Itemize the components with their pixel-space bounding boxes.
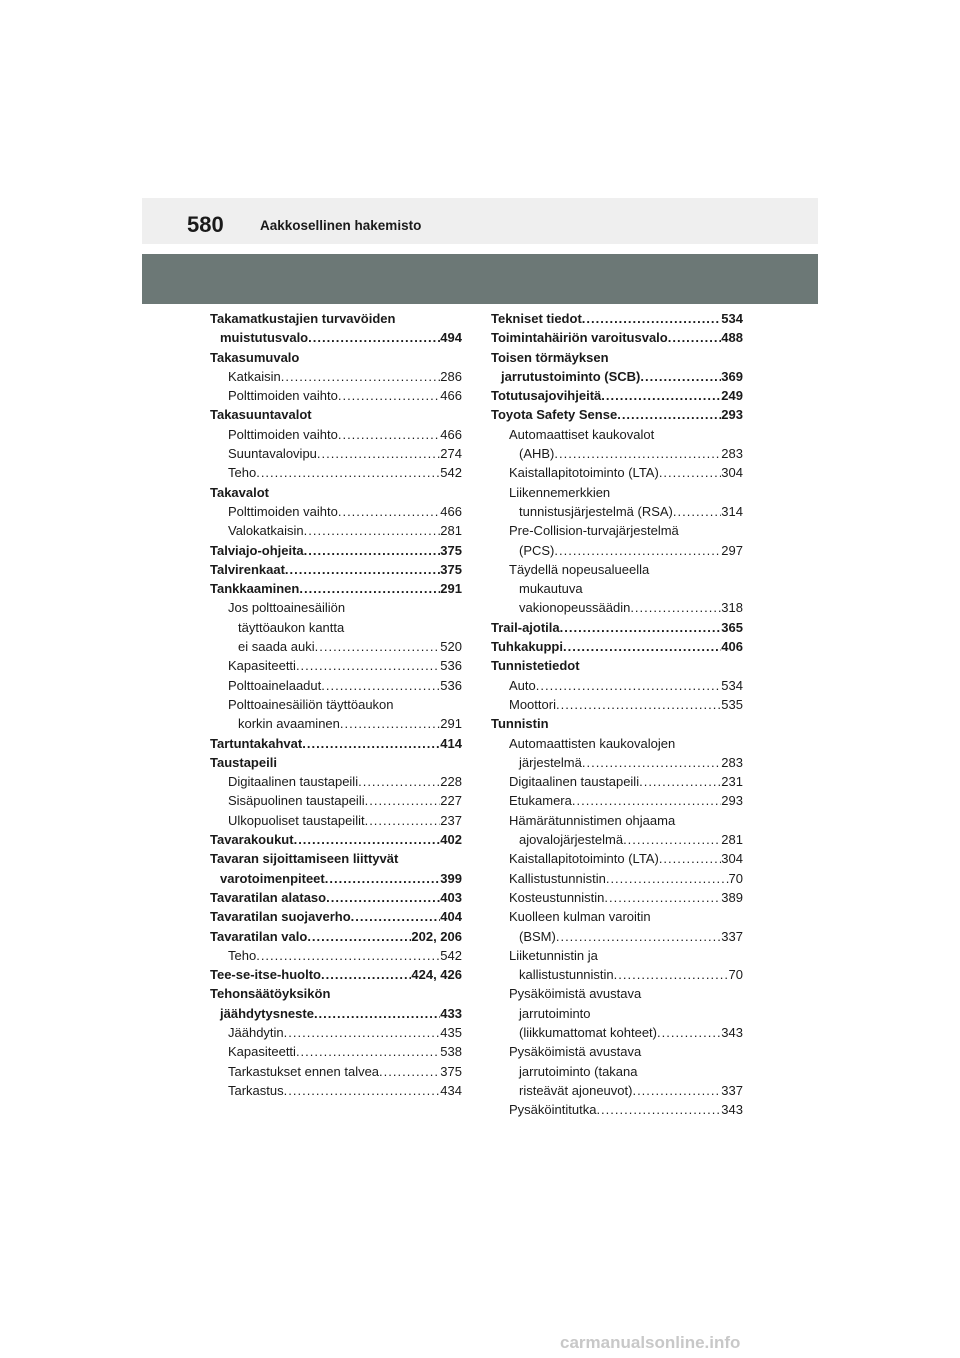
index-term: Tankkaaminen xyxy=(210,581,300,597)
index-entry xyxy=(210,1081,462,1100)
index-term: mukautuva xyxy=(519,581,583,597)
index-entry xyxy=(491,714,743,733)
page-reference: 466 xyxy=(440,503,462,519)
index-term: Tarkastukset ennen talvea xyxy=(228,1063,380,1079)
index-term: ei saada auki xyxy=(238,639,315,655)
index-term: Taustapeili xyxy=(210,754,277,770)
page-reference: 535 xyxy=(721,696,743,712)
page-reference: 237 xyxy=(440,812,462,828)
index-entry xyxy=(491,560,743,579)
index-term: Polttimoiden vaihto xyxy=(228,388,338,404)
index-entry xyxy=(491,444,743,463)
index-term: Kapasiteetti xyxy=(228,1044,296,1060)
index-term: kallistustunnistin xyxy=(519,967,614,983)
index-term: Digitaalinen taustapeili xyxy=(509,774,640,790)
index-term: Polttoainesäiliön täyttöaukon xyxy=(228,696,394,712)
dot-leader xyxy=(304,521,441,540)
index-entry xyxy=(210,791,462,810)
index-term: Totutusajovihjeitä xyxy=(491,388,602,404)
index-entry xyxy=(210,598,462,617)
dot-leader xyxy=(556,927,721,946)
index-entry xyxy=(210,405,462,424)
index-term: varotoimenpiteet xyxy=(220,870,325,886)
index-entry xyxy=(491,907,743,926)
page-number: 580 xyxy=(187,212,224,237)
page-reference: 227 xyxy=(440,793,462,809)
index-term: Polttimoiden vaihto xyxy=(228,426,338,442)
section-title: Aakkosellinen hakemisto xyxy=(260,218,422,233)
index-term: Trail-ajotila xyxy=(491,619,560,635)
page-reference: 337 xyxy=(721,928,743,944)
index-term: Tavaran sijoittamiseen liittyvät xyxy=(210,851,399,867)
index-term: Pre-Collision-turvajärjestelmä xyxy=(509,523,679,539)
dot-leader xyxy=(294,830,441,849)
index-entry xyxy=(491,656,743,675)
index-entry xyxy=(491,1062,743,1081)
page-reference: 291 xyxy=(440,716,462,732)
index-term: Tavaratilan valo xyxy=(210,928,308,944)
index-entry xyxy=(491,888,743,907)
index-entry xyxy=(491,1100,743,1119)
index-entry xyxy=(491,927,743,946)
index-entry xyxy=(210,676,462,695)
index-entry xyxy=(210,348,462,367)
index-entry xyxy=(210,907,462,926)
page-reference: 365 xyxy=(721,619,743,635)
page-reference: 343 xyxy=(721,1102,743,1118)
index-term: Täydellä nopeusalueella xyxy=(509,561,650,577)
index-term: Tavarakoukut xyxy=(210,832,294,848)
index-entry xyxy=(210,541,462,560)
page-reference: 375 xyxy=(440,561,462,577)
dot-leader xyxy=(304,541,441,560)
page-reference: 434 xyxy=(440,1082,462,1098)
index-term: Valokatkaisin xyxy=(228,523,304,539)
page-reference: 389 xyxy=(721,889,743,905)
index-term: Digitaalinen taustapeili xyxy=(228,774,359,790)
index-entry xyxy=(210,618,462,637)
index-entry xyxy=(491,695,743,714)
page-reference: 281 xyxy=(721,832,743,848)
index-term: korkin avaaminen xyxy=(238,716,340,732)
index-entry xyxy=(210,1042,462,1061)
index-entry xyxy=(491,965,743,984)
index-term: Automaattisten kaukovalojen xyxy=(509,735,676,751)
index-entry xyxy=(491,1004,743,1023)
index-term: Takamatkustajien turvavöiden xyxy=(210,311,396,326)
page-reference: 534 xyxy=(721,311,743,326)
index-entry xyxy=(210,444,462,463)
page-reference: 536 xyxy=(440,677,462,693)
dot-leader xyxy=(668,328,722,347)
dot-leader xyxy=(556,695,721,714)
index-entry xyxy=(210,927,462,946)
page-reference: 283 xyxy=(721,446,743,462)
index-entry xyxy=(491,791,743,810)
index-entry xyxy=(491,405,743,424)
dot-leader xyxy=(604,888,721,907)
index-term: jarrutoiminto xyxy=(519,1005,591,1021)
dot-leader xyxy=(659,849,721,868)
index-term: Jos polttoainesäiliön xyxy=(228,600,346,616)
page-reference: 433 xyxy=(440,1005,462,1021)
dot-leader xyxy=(554,541,721,560)
page-reference: 538 xyxy=(440,1044,462,1060)
index-entry xyxy=(210,811,462,830)
index-entry xyxy=(210,386,462,405)
dot-leader xyxy=(358,772,440,791)
dot-leader xyxy=(659,463,721,482)
page-reference: 286 xyxy=(440,368,462,384)
index-entry xyxy=(210,328,462,347)
dot-leader xyxy=(307,927,411,946)
index-term: Takavalot xyxy=(210,484,270,500)
index-term: jarrutustoiminto (SCB) xyxy=(501,368,641,384)
index-entry xyxy=(210,753,462,772)
dot-leader xyxy=(338,502,440,521)
index-entry xyxy=(210,1023,462,1042)
index-term: Takasumuvalo xyxy=(210,349,300,365)
index-entry xyxy=(491,502,743,521)
index-entry xyxy=(491,734,743,753)
index-entry xyxy=(491,367,743,386)
index-entry xyxy=(491,1081,743,1100)
index-entry xyxy=(210,772,462,791)
page-reference: 70 xyxy=(728,967,743,983)
dot-leader xyxy=(365,811,441,830)
index-term: järjestelmä xyxy=(519,754,582,770)
page-reference: 404 xyxy=(440,909,462,925)
index-entry xyxy=(210,734,462,753)
index-term: Pysäköintitutka xyxy=(509,1102,597,1118)
dot-leader xyxy=(640,367,721,386)
index-entry xyxy=(491,869,743,888)
index-entry xyxy=(491,984,743,1003)
dot-leader xyxy=(554,444,721,463)
dot-leader xyxy=(315,637,441,656)
index-entry xyxy=(210,984,462,1003)
dot-leader xyxy=(657,1023,721,1042)
index-entry xyxy=(210,656,462,675)
watermark: carmanualsonline.info xyxy=(560,1333,741,1352)
index-term: Pysäköimistä avustava xyxy=(509,1044,642,1060)
index-term: täyttöaukon kantta xyxy=(238,619,345,635)
index-term: Toyota Safety Sense xyxy=(491,407,618,423)
index-term: Tarkastus xyxy=(228,1082,284,1098)
index-term: Tehonsäätöyksikön xyxy=(210,986,331,1002)
index-entry xyxy=(210,695,462,714)
page-reference: 466 xyxy=(440,388,462,404)
index-term: Takasuuntavalot xyxy=(210,407,312,423)
page-reference: 291 xyxy=(440,581,462,597)
page-reference: 414 xyxy=(440,735,462,751)
dot-leader xyxy=(321,676,440,695)
page-reference: 314 xyxy=(721,503,743,519)
index-term: Etukamera xyxy=(509,793,572,809)
index-term: Jäähdytin xyxy=(228,1024,284,1040)
page-reference: 228 xyxy=(440,774,462,790)
index-column-right xyxy=(491,309,743,1119)
index-term: Tavaratilan suojaverho xyxy=(210,909,351,925)
index-term: vakionopeussäädin xyxy=(519,600,631,616)
index-term: Automaattiset kaukovalot xyxy=(509,426,655,442)
index-term: Pysäköimistä avustava xyxy=(509,986,642,1002)
dot-leader xyxy=(582,309,722,328)
index-entry xyxy=(210,1062,462,1081)
index-entry xyxy=(210,888,462,907)
dot-leader xyxy=(325,869,441,888)
index-term: ajovalojärjestelmä xyxy=(519,832,624,848)
index-term: Tuhkakuppi xyxy=(491,639,563,655)
page-reference: 375 xyxy=(440,1063,462,1079)
index-term: Tunnistetiedot xyxy=(491,658,580,674)
index-term: Kosteustunnistin xyxy=(509,889,605,905)
index-entry xyxy=(491,1023,743,1042)
page-reference: 293 xyxy=(721,793,743,809)
index-entry xyxy=(210,463,462,482)
dot-leader xyxy=(379,1062,440,1081)
dot-leader xyxy=(338,425,440,444)
index-term: Polttimoiden vaihto xyxy=(228,503,338,519)
index-term: Hämärätunnistimen ohjaama xyxy=(509,812,676,828)
index-entry xyxy=(491,1042,743,1061)
index-term: Liikennemerkkien xyxy=(509,484,611,500)
dot-leader xyxy=(296,1042,440,1061)
index-term: Tekniset tiedot xyxy=(491,311,582,326)
index-entry xyxy=(491,618,743,637)
index-entry xyxy=(210,560,462,579)
index-entry xyxy=(210,309,462,328)
index-term: Teho xyxy=(228,465,257,481)
page-reference: 369 xyxy=(721,368,743,384)
dot-leader xyxy=(284,1023,441,1042)
index-entry xyxy=(491,541,743,560)
dot-leader xyxy=(601,386,721,405)
index-term: Tunnistin xyxy=(491,716,549,732)
page-reference: 202, 206 xyxy=(411,928,462,944)
dot-leader xyxy=(536,676,722,695)
index-entry xyxy=(210,483,462,502)
index-term: Kaistallapitotoiminto (LTA) xyxy=(509,851,659,867)
page-reference: 403 xyxy=(440,889,462,905)
index-entry xyxy=(210,946,462,965)
index-entry xyxy=(491,811,743,830)
index-entry xyxy=(491,309,743,328)
page-reference: 466 xyxy=(440,426,462,442)
dot-leader xyxy=(340,714,440,733)
page-reference: 542 xyxy=(440,465,462,481)
index-entry xyxy=(491,483,743,502)
index-term: Toisen törmäyksen xyxy=(491,349,609,365)
index-term: tunnistusjärjestelmä (RSA) xyxy=(519,503,673,519)
index-entry xyxy=(210,1004,462,1023)
page-reference: 70 xyxy=(728,870,743,886)
index-term: Toimintahäiriön varoitusvalo xyxy=(491,330,668,346)
index-term: Talviajo-ohjeita xyxy=(210,542,304,558)
index-entry xyxy=(210,849,462,868)
dot-leader xyxy=(365,791,441,810)
index-entry xyxy=(491,637,743,656)
index-term: Kaistallapitotoiminto (LTA) xyxy=(509,465,659,481)
index-entry xyxy=(491,598,743,617)
page-reference: 293 xyxy=(721,407,743,423)
index-term: Polttoainelaadut xyxy=(228,677,322,693)
page-reference: 542 xyxy=(440,947,462,963)
index-entry xyxy=(491,849,743,868)
index-term: Auto xyxy=(509,677,536,693)
page-reference: 375 xyxy=(440,542,462,558)
index-entry xyxy=(491,386,743,405)
dot-leader xyxy=(623,830,721,849)
index-term: Teho xyxy=(228,947,257,963)
dot-leader xyxy=(632,1081,721,1100)
dot-leader xyxy=(596,1100,721,1119)
dot-leader xyxy=(673,502,721,521)
page-reference: 304 xyxy=(721,851,743,867)
page-reference: 297 xyxy=(721,542,743,558)
page-reference: 488 xyxy=(721,330,743,346)
index-entry xyxy=(491,463,743,482)
header-bar xyxy=(142,198,818,244)
index-entry xyxy=(210,637,462,656)
index-term: Kallistustunnistin xyxy=(509,870,606,886)
page-reference: 274 xyxy=(440,446,462,462)
index-term: Tartuntakahvat xyxy=(210,735,303,751)
index-term: Sisäpuolinen taustapeili xyxy=(228,793,365,809)
index-entry xyxy=(210,965,462,984)
page-reference: 536 xyxy=(440,658,462,674)
index-entry xyxy=(491,521,743,540)
index-term: muistutusvalo xyxy=(220,330,309,346)
dot-leader xyxy=(256,463,440,482)
index-entry xyxy=(491,676,743,695)
index-entry xyxy=(210,425,462,444)
index-term: Kapasiteetti xyxy=(228,658,296,674)
index-term: jarrutoiminto (takana xyxy=(519,1063,638,1079)
page-reference: 435 xyxy=(440,1024,462,1040)
dot-leader xyxy=(256,946,440,965)
index-term: Ulkopuoliset taustapeilit xyxy=(228,812,365,828)
index-entry xyxy=(491,348,743,367)
dot-leader xyxy=(338,386,440,405)
index-entry xyxy=(210,502,462,521)
dot-leader xyxy=(572,791,721,810)
dot-leader xyxy=(630,598,721,617)
index-entry xyxy=(210,869,462,888)
index-term: Katkaisin xyxy=(228,368,281,384)
dot-leader xyxy=(285,560,440,579)
index-term: Tee-se-itse-huolto xyxy=(210,967,321,983)
dot-leader xyxy=(284,1081,441,1100)
page-reference: 402 xyxy=(440,832,462,848)
dot-leader xyxy=(281,367,441,386)
index-entry xyxy=(491,830,743,849)
dot-leader xyxy=(299,579,440,598)
index-entry xyxy=(491,579,743,598)
index-entry xyxy=(210,830,462,849)
dot-leader xyxy=(321,965,411,984)
page-reference: 406 xyxy=(721,639,743,655)
index-term: Moottori xyxy=(509,696,556,712)
page-reference: 424, 426 xyxy=(411,967,462,983)
page-reference: 231 xyxy=(721,774,743,790)
index-term: risteävät ajoneuvot) xyxy=(519,1082,633,1098)
index-term: (AHB) xyxy=(519,446,555,462)
dot-leader xyxy=(302,734,440,753)
index-entry xyxy=(210,714,462,733)
page-reference: 494 xyxy=(440,330,462,346)
index-term: jäähdytysneste xyxy=(220,1005,314,1021)
index-term: (BSM) xyxy=(519,928,556,944)
page-reference: 281 xyxy=(440,523,462,539)
page-reference: 304 xyxy=(721,465,743,481)
index-entry xyxy=(210,367,462,386)
page-reference: 318 xyxy=(721,600,743,616)
index-entry xyxy=(491,753,743,772)
page-reference: 337 xyxy=(721,1082,743,1098)
index-entry xyxy=(491,772,743,791)
index-entry xyxy=(491,946,743,965)
dot-leader xyxy=(317,444,440,463)
dot-leader xyxy=(296,656,440,675)
page-reference: 534 xyxy=(721,677,743,693)
index-term: (liikkumattomat kohteet) xyxy=(519,1024,657,1040)
dot-leader xyxy=(582,753,721,772)
dot-leader xyxy=(351,907,441,926)
dot-leader xyxy=(639,772,721,791)
dot-leader xyxy=(314,1004,440,1023)
index-term: Kuolleen kulman varoitin xyxy=(509,909,651,925)
page-reference: 399 xyxy=(440,870,462,886)
dot-leader xyxy=(563,637,721,656)
index-term: Tavaratilan alataso xyxy=(210,889,327,905)
dot-leader xyxy=(614,965,729,984)
index-term: Suuntavalovipu xyxy=(228,446,317,462)
header-band xyxy=(142,254,818,304)
index-term: Liiketunnistin ja xyxy=(509,947,598,963)
page-reference: 283 xyxy=(721,754,743,770)
dot-leader xyxy=(560,618,722,637)
page-reference: 343 xyxy=(721,1024,743,1040)
index-column-left xyxy=(210,309,462,1100)
dot-leader xyxy=(326,888,440,907)
page-reference: 520 xyxy=(440,639,462,655)
index-term: Talvirenkaat xyxy=(210,561,285,577)
index-term: (PCS) xyxy=(519,542,555,558)
index-entry xyxy=(210,579,462,598)
dot-leader xyxy=(308,328,440,347)
page-reference: 249 xyxy=(721,388,743,404)
index-entry xyxy=(210,521,462,540)
index-entry xyxy=(491,328,743,347)
dot-leader xyxy=(606,869,729,888)
dot-leader xyxy=(617,405,721,424)
index-entry xyxy=(491,425,743,444)
